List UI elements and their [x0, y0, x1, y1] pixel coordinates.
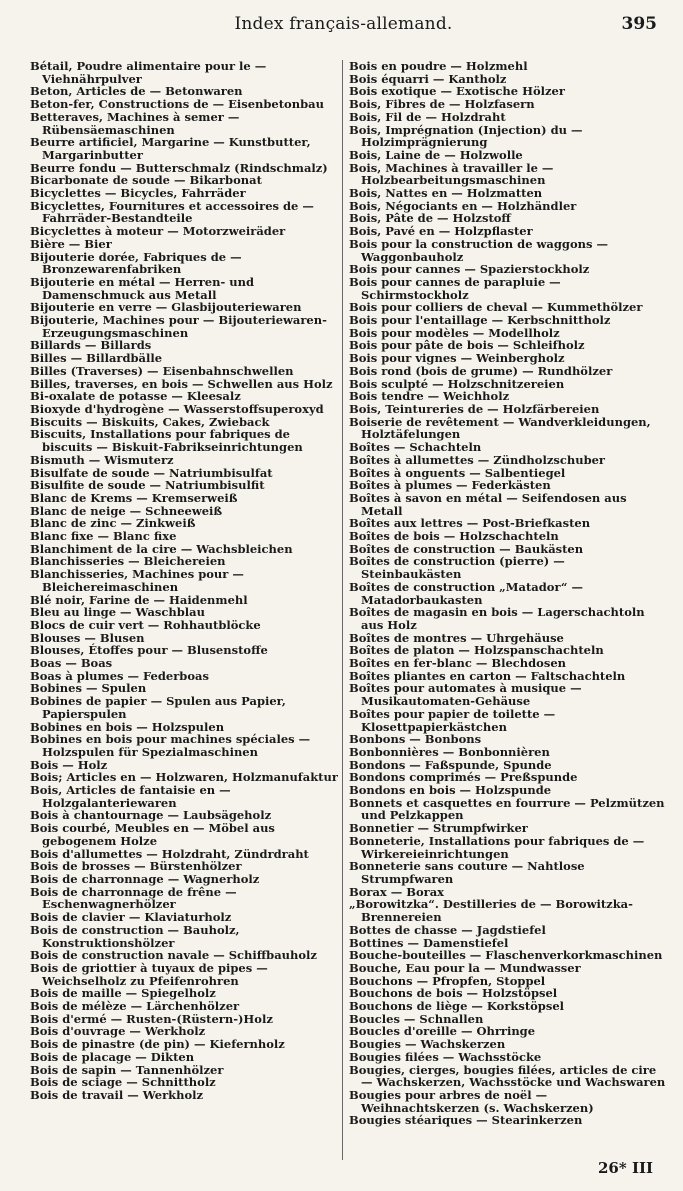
index-entry: Bismuth — Wismuterz: [30, 452, 174, 467]
index-entry: Boiserie de revêtement — Wandverkleidungen, Holztäfelungen: [349, 414, 651, 442]
index-entry: Bougies stéariques — Stearinkerzen: [349, 1113, 583, 1128]
index-entry: Billards — Billards: [30, 338, 152, 353]
index-entry: Bois pour colliers de cheval — Kummethölzer: [349, 300, 643, 315]
index-entry: Bois — Holz: [30, 757, 108, 772]
index-entry: Bois pour l'entaillage — Kerbschnittholz: [349, 313, 611, 328]
index-entry: Bois sculpté — Holzschnitzereien: [349, 376, 565, 391]
index-entry: Boucles — Schnallen: [349, 1011, 484, 1026]
index-entry: Bois de clavier — Klaviaturholz: [30, 910, 232, 925]
index-entry: Boîtes de construction (pierre) — Steinbaukästen: [349, 554, 565, 582]
index-entry: Bois, Articles de fantaisie en — Holzgalanteriewaren: [30, 783, 231, 810]
page-title: Index français-allemand.: [234, 14, 453, 34]
index-entry: Blanchisseries — Bleichereien: [30, 554, 226, 569]
index-entry: Bobines en bois — Holzspulen: [30, 719, 225, 734]
index-entry: Blouses, Étoffes pour — Blusenstoffe: [30, 643, 268, 658]
index-entry: Bois, Laine de — Holzwolle: [349, 147, 523, 162]
index-entry: Bougies — Wachskerzen: [349, 1037, 506, 1052]
index-entry: Beurre fondu — Butterschmalz (Rindschmalz): [30, 160, 328, 175]
index-entry: Boîtes à plumes — Federkästen: [349, 478, 551, 493]
right-column: [349, 60, 669, 1127]
index-entry: Biscuits — Biskuits, Cakes, Zwieback: [30, 414, 270, 429]
index-entry: Bicarbonate de soude — Bikarbonat: [30, 173, 262, 188]
index-entry: Bois, Pavé en — Holzpflaster: [349, 224, 533, 239]
index-entry: Blanc de Krems — Kremserweiß: [30, 490, 238, 505]
index-entry: Bonneterie sans couture — Nahtlose Strumpfwaren: [349, 859, 585, 886]
index-entry: Bois de griottier à tuyaux de pipes — Weichselholz zu Pfeifenrohren: [30, 960, 268, 988]
index-entry: Bois de brosses — Bürstenhölzer: [30, 859, 242, 874]
index-entry: Boîtes de construction „Matador“ — Matadorbaukasten: [349, 579, 584, 607]
index-entry: Bondons — Faßspunde, Spunde: [349, 757, 552, 772]
index-entry: Bière — Bier: [30, 236, 112, 251]
index-entry: Bois de placage — Dikten: [30, 1049, 195, 1064]
index-entry: Bois pour cannes — Spazierstockholz: [349, 262, 590, 277]
index-entry: Bois de sapin — Tannenhölzer: [30, 1062, 224, 1077]
index-entry: Bois en poudre — Holzmehl: [349, 60, 528, 73]
index-entry: Bois tendre — Weichholz: [349, 389, 510, 404]
index-entry: Boîtes pliantes en carton — Faltschachteln: [349, 668, 626, 683]
index-entry: Boîtes pour automates à musique — Musikautomaten-Gehäuse: [349, 681, 582, 709]
index-entry: Bisulfate de soude — Natriumbisulfat: [30, 465, 273, 480]
index-entry: Bois, Fil de — Holzdraht: [349, 109, 506, 124]
index-entry: Bois de sciage — Schnittholz: [30, 1075, 216, 1090]
index-entry: Bois pour vignes — Weinbergholz: [349, 351, 565, 366]
index-entry: Bleu au linge — Waschblau: [30, 605, 205, 620]
index-entry: Bijouterie dorée, Fabriques de — Bronzewarenfabriken: [30, 249, 242, 277]
index-entry: Bois de charronnage de frêne — Eschenwagnerhölzer: [30, 884, 237, 912]
index-entry: Bois pour modèles — Modellholz: [349, 325, 560, 340]
index-entry: Bottines — Damenstiefel: [349, 935, 509, 950]
index-entry: Boîtes en fer-blanc — Blechdosen: [349, 656, 567, 671]
index-entry: Bois de travail — Werkholz: [30, 1087, 204, 1102]
index-entry: Beton-fer, Constructions de — Eisenbetonbau: [30, 97, 324, 112]
index-entry: Bougies filées — Wachsstöcke: [349, 1049, 542, 1064]
index-entry: Boas à plumes — Federboas: [30, 668, 209, 683]
index-entry: Boîtes — Schachteln: [349, 440, 482, 455]
index-entry: Bobines en bois pour machines spéciales — Holzspulen für Spezialmaschinen: [30, 732, 311, 759]
index-entry: Blanc de neige — Schneeweiß: [30, 503, 223, 518]
signature-mark: 26* III: [598, 1159, 653, 1177]
index-entry: Bonneterie, Installations pour fabriques de — Wirkereieinrichtungen: [349, 833, 645, 861]
index-entry: Bois de maille — Spiegelholz: [30, 986, 216, 1001]
index-entry: Blocs de cuir vert — Rohhautblöcke: [30, 617, 261, 632]
index-entry: Billes (Traverses) — Eisenbahnschwellen: [30, 363, 294, 378]
index-entry: Bois, Teintureries de — Holzfärbereien: [349, 401, 600, 416]
index-entry: Bois, Négociants en — Holzhändler: [349, 198, 577, 213]
index-entry: Billes, traverses, en bois — Schwellen aus Holz: [30, 376, 333, 391]
index-entry: Blanchisseries, Machines pour — Bleichereimaschinen: [30, 567, 244, 594]
index-entry: Bisulfite de soude — Natriumbisulfit: [30, 478, 265, 493]
index-entry: Boîtes pour papier de toilette — Klosettpapierkästchen: [349, 706, 556, 734]
index-entry: Bijouterie en métal — Herren- und Damenschmuck aus Metall: [30, 274, 254, 302]
index-entry: Billes — Billardbälle: [30, 351, 163, 366]
index-entry: „Borowitzka“. Destilleries de — Borowitzka-Brennereien: [349, 897, 633, 925]
index-columns: [30, 60, 666, 1160]
index-entry: Boîtes à savon en métal — Seifendosen aus Metall: [349, 490, 627, 518]
index-entry: Bois de construction navale — Schiffbauholz: [30, 948, 317, 963]
index-entry: Bétail, Poudre alimentaire pour le — Viehnährpulver: [30, 60, 267, 86]
index-entry: Boas — Boas: [30, 656, 113, 671]
index-entry: Bijouterie, Machines pour — Bijouteriewaren-Erzeugungsmaschinen: [30, 313, 327, 340]
index-entry: Boîtes de montres — Uhrgehäuse: [349, 630, 564, 645]
index-entry: Bois pour cannes de parapluie — Schirmstockholz: [349, 274, 561, 302]
index-entry: Beton, Articles de — Betonwaren: [30, 84, 243, 99]
index-entry: Bouchons — Pfropfen, Stoppel: [349, 973, 546, 988]
index-entry: Bois de mélèze — Lärchenhölzer: [30, 999, 240, 1014]
index-entry: Bois; Articles en — Holzwaren, Holzmanufaktur: [30, 770, 338, 785]
index-entry: Bois rond (bois de grume) — Rundhölzer: [349, 363, 613, 378]
index-entry: Bois d'ouvrage — Werkholz: [30, 1024, 206, 1039]
index-entry: Bonnetier — Strumpfwirker: [349, 821, 528, 836]
index-entry: Boîtes aux lettres — Post-Briefkasten: [349, 516, 591, 531]
index-entry: Boîtes de construction — Baukästen: [349, 541, 584, 556]
index-entry: Boîtes à allumettes — Zündholzschuber: [349, 452, 605, 467]
index-entry: Bijouterie en verre — Glasbijouteriewaren: [30, 300, 302, 315]
index-entry: Blanc de zinc — Zinkweiß: [30, 516, 196, 531]
column-divider: [342, 60, 343, 1160]
index-entry: Bois, Imprégnation (Injection) du — Holzimprägnierung: [349, 122, 583, 150]
index-entry: Bois, Nattes en — Holzmatten: [349, 186, 543, 201]
index-entry: Boîtes de platon — Holzspanschachteln: [349, 643, 604, 658]
index-entry: Blé noir, Farine de — Haidenmehl: [30, 592, 248, 607]
left-column: [30, 60, 338, 1102]
index-entry: Bois à chantournage — Laubsägeholz: [30, 808, 272, 823]
index-entry: Bonbons — Bonbons: [349, 732, 482, 747]
index-entry: Bouche-bouteilles — Flaschenverkorkmaschinen: [349, 948, 663, 963]
index-entry: Bois, Machines à travailler le — Holzbearbeitungsmaschinen: [349, 160, 554, 188]
index-entry: Boucles d'oreille — Ohrringe: [349, 1024, 536, 1039]
index-entry: Blanchiment de la cire — Wachsbleichen: [30, 541, 293, 556]
index-entry: Betteraves, Machines à semer — Rübensäemaschinen: [30, 109, 240, 137]
index-entry: Borax — Borax: [349, 884, 445, 899]
index-entry: Boîtes à onguents — Salbentiegel: [349, 465, 566, 480]
index-entry: Bondons comprimés — Preßspunde: [349, 770, 578, 785]
index-entry: Bouche, Eau pour la — Mundwasser: [349, 960, 581, 975]
index-entry: Bicyclettes à moteur — Motorzweiräder: [30, 224, 286, 239]
index-entry: Bois de construction — Bauholz, Konstruktionshölzer: [30, 922, 240, 950]
index-entry: Bois équarri — Kantholz: [349, 71, 507, 86]
index-entry: Bois, Fibres de — Holzfasern: [349, 97, 535, 112]
index-entry: Bondons en bois — Holzspunde: [349, 783, 552, 798]
index-entry: Bois, Pâte de — Holzstoff: [349, 211, 511, 226]
index-entry: Bioxyde d'hydrogène — Wasserstoffsuperoxyd: [30, 401, 324, 416]
index-entry: Bougies pour arbres de noël — Weihnachtskerzen (s. Wachskerzen): [349, 1087, 594, 1115]
index-entry: Bois pour pâte de bois — Schleifholz: [349, 338, 585, 353]
index-entry: Bois pour la construction de waggons — Waggonbauholz: [349, 236, 608, 264]
index-entry: Bonnets et casquettes en fourrure — Pelzmützen und Pelzkappen: [349, 795, 665, 823]
index-entry: Bobines de papier — Spulen aus Papier, Papierspulen: [30, 694, 286, 721]
index-entry: Blouses — Blusen: [30, 630, 145, 645]
index-entry: Bouchons de liège — Korkstöpsel: [349, 999, 565, 1014]
index-entry: Bois exotique — Exotische Hölzer: [349, 84, 565, 99]
index-entry: Bois de pinastre (de pin) — Kiefernholz: [30, 1037, 285, 1052]
index-entry: Bicyclettes — Bicycles, Fahrräder: [30, 186, 246, 201]
index-entry: Bobines — Spulen: [30, 681, 147, 696]
index-entry: Biscuits, Installations pour fabriques de biscuits — Biskuit-Fabrikseinrichtungen: [30, 427, 303, 455]
page-header: [30, 14, 657, 40]
index-entry: Boîtes de bois — Holzschachteln: [349, 529, 559, 544]
index-entry: Bois courbé, Meubles en — Möbel aus gebogenem Holze: [30, 821, 275, 848]
index-entry: Bougies, cierges, bougies filées, articles de cire — Wachskerzen, Wachsstöcke und Wachswaren: [349, 1062, 666, 1090]
index-entry: Bottes de chasse — Jagdstiefel: [349, 922, 546, 937]
index-entry: Bois d'ermé — Rusten-(Rüstern-)Holz: [30, 1011, 273, 1026]
index-entry: Boîtes de magasin en bois — Lagerschachtoln aus Holz: [349, 605, 645, 632]
index-entry: Bonbonnières — Bonbonnièren: [349, 744, 550, 759]
index-entry: Beurre artificiel, Margarine — Kunstbutter, Margarinbutter: [30, 135, 311, 162]
index-entry: Blanc fixe — Blanc fixe: [30, 529, 177, 544]
index-entry: Bi-oxalate de potasse — Kleesalz: [30, 389, 241, 404]
index-entry: Bois de charronnage — Wagnerholz: [30, 872, 260, 886]
index-entry: Bicyclettes, Fournitures et accessoires de — Fahrräder-Bestandteile: [30, 198, 314, 226]
index-entry: Bouchons de bois — Holzstöpsel: [349, 986, 558, 1001]
index-entry: Bois d'allumettes — Holzdraht, Zündrdraht: [30, 846, 309, 861]
page-number: 395: [621, 14, 657, 34]
